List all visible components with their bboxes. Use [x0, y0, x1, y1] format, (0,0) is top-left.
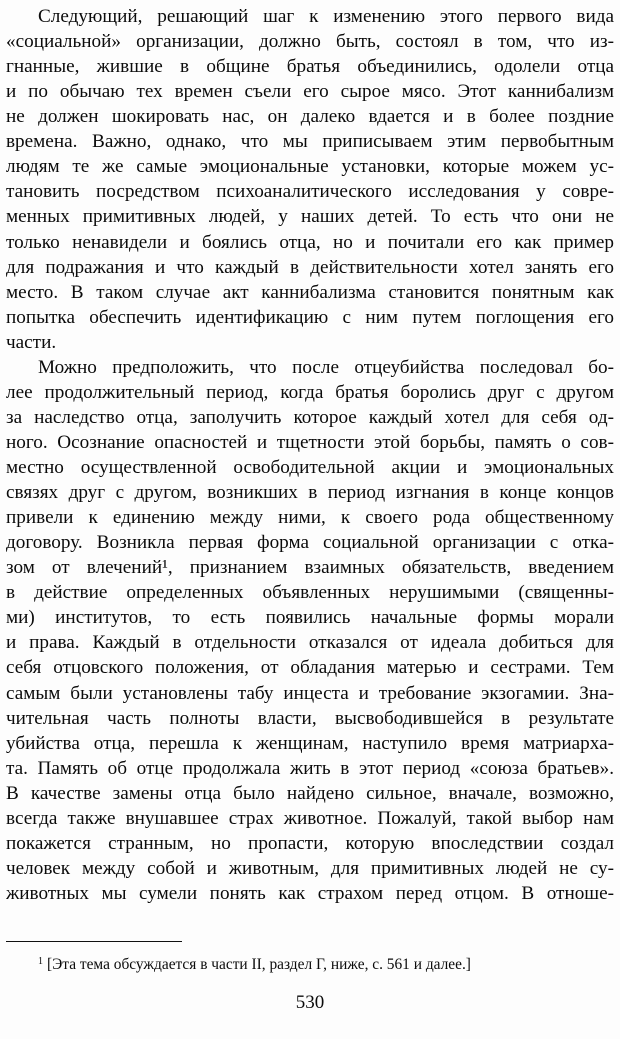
- text-line: человек между собой и животным, для примитивных людей не су-: [6, 857, 614, 879]
- page-number: 530: [295, 992, 325, 1013]
- footnote-divider: [6, 941, 182, 942]
- text-line: Следующий, решающий шаг к изменению этого первого вида: [38, 6, 614, 27]
- text-line: «социальной» организации, должно быть, состоял в том, что из-: [6, 31, 614, 53]
- text-line: Можно предположить, что после отцеубийства последовал бо-: [38, 356, 614, 378]
- text-line: за наследство отца, заполучить которое каждый хотел для себя од-: [6, 406, 614, 428]
- text-line: лее продолжительный период, когда братья боролись друг с другом: [6, 381, 614, 403]
- text-line: местно осуществленной освободительной акции и эмоциональных: [6, 457, 614, 478]
- text-line: [6, 906, 614, 932]
- text-line: тановить посредством психоаналитического исследования у совре-: [6, 181, 614, 203]
- text-line: и по обычаю тех времен съели его сырое мясо. Этот каннибализм: [6, 81, 614, 103]
- text-line: себя отцовского положения, от обладания матерью и сестрами. Тем: [6, 657, 614, 679]
- text-line: ми) институтов, то есть появились начальные формы морали: [6, 607, 614, 629]
- footnote: [38, 952, 598, 975]
- text-line: зом от влечений¹, признанием взаимных обязательств, введением: [6, 557, 614, 579]
- footnote-marker: 1: [38, 956, 43, 967]
- text-line: привели к единению между ними, к своего рода общественному: [6, 507, 614, 529]
- text-line: связях друг с другом, возникших в период изгнания в конце концов: [6, 482, 614, 504]
- text-line: ного. Осознание опасностей и тщетности этой борьбы, память о сов-: [6, 431, 614, 453]
- text-line: и права. Каждый в отдельности отказался от идеала добиться для: [6, 632, 614, 654]
- text-line: чительная часть полноты власти, высвободившейся в результате: [6, 707, 614, 729]
- text-line: В качестве замены отца было найдено сильное, вначале, возможно,: [6, 782, 614, 804]
- text-line: не должен шокировать нас, он далеко вдается и в более поздние: [6, 106, 614, 128]
- text-line: убийства отца, перешла к женщинам, наступило время матриарха-: [6, 732, 614, 754]
- text-line: части.: [6, 331, 57, 353]
- text-line: покажется странным, но пропасти, которую впоследствии создал: [6, 832, 614, 854]
- text-line: самым были установлены табу инцеста и требование экзогамии. Зна-: [6, 682, 614, 704]
- footnote-text: [Эта тема обсуждается в части II, раздел Г, ниже, с. 561 и далее.]: [47, 956, 471, 973]
- text-line: место. В таком случае акт каннибализма становится понятным как: [6, 281, 614, 303]
- text-line: людям те же самые эмоциональные установки, которые можем ус-: [6, 156, 614, 178]
- text-line: времена. Важно, однако, что мы приписываем этим первобытным: [6, 131, 614, 153]
- text-line: менных примитивных людей, у наших детей. То есть что они не: [6, 206, 614, 228]
- text-line: животных мы сумели понять как страхом перед отцом. В отноше-: [6, 882, 614, 904]
- text-line: договору. Возникла первая форма социальной организации с отка-: [6, 532, 614, 554]
- text-line: в действие определенных объявленных нерушимыми (священны-: [6, 582, 614, 604]
- text-line: только ненавидели и боялись отца, но и почитали его как пример: [6, 231, 614, 253]
- text-line: та. Память об отце продолжала жить в этот период «союза братьев».: [6, 757, 614, 779]
- text-line: попытка обеспечить идентификацию с ним путем поглощения его: [6, 306, 614, 328]
- text-line: для подражания и что каждый в действительности хотел занять его: [6, 256, 614, 278]
- text-line: гнанные, жившие в общине братья объединились, одолели отца: [6, 56, 614, 78]
- text-line: всегда также внушавшее страх животное. Пожалуй, такой выбор нам: [6, 807, 614, 829]
